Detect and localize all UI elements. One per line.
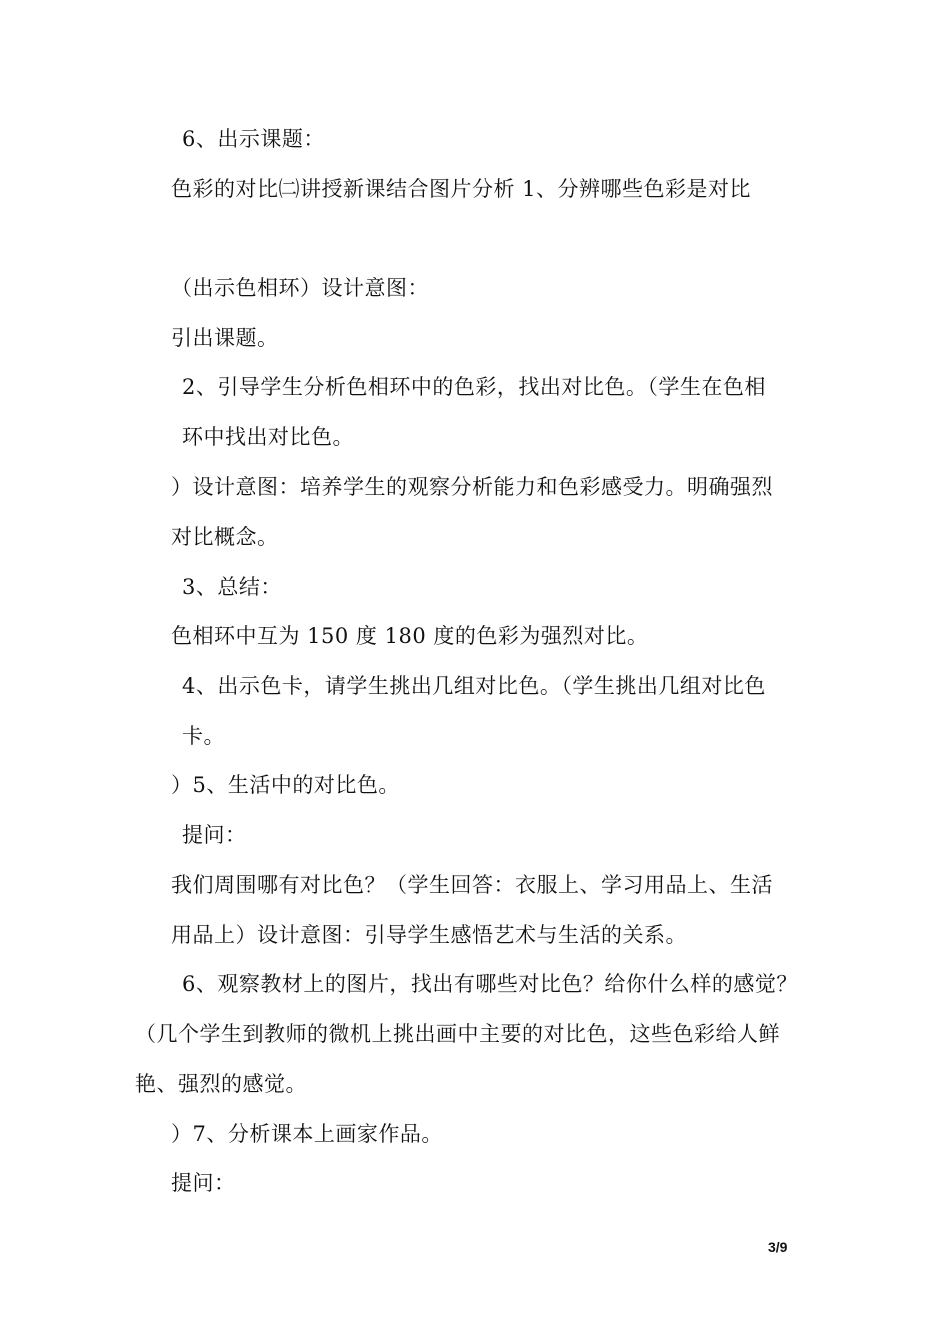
text-line: 4、出示色卡，请学生挑出几组对比色。（学生挑出几组对比色 xyxy=(182,674,766,698)
text-line: 提问： xyxy=(171,1171,236,1195)
text-line: ）5、生活中的对比色。 xyxy=(171,773,400,797)
text-line: 色相环中互为 150 度 180 度的色彩为强烈对比。 xyxy=(171,624,649,648)
text-line: 提问： xyxy=(182,823,247,847)
text-line: 6、出示课题： xyxy=(182,127,325,151)
text-line: ）设计意图：培养学生的观察分析能力和色彩感受力。明确强烈 xyxy=(171,475,773,499)
text-line: 对比概念。 xyxy=(171,525,279,549)
text-line: 艳、强烈的感觉。 xyxy=(135,1072,307,1096)
text-line: 环中找出对比色。 xyxy=(182,425,354,449)
page-number: 3/9 xyxy=(768,1239,788,1255)
text-line: （出示色相环）设计意图： xyxy=(171,276,429,300)
text-line: 3、总结： xyxy=(182,575,282,599)
text-line: 卡。 xyxy=(182,724,225,748)
text-line: ）7、分析课本上画家作品。 xyxy=(171,1122,443,1146)
text-line: 色彩的对比㈡讲授新课结合图片分析 1、分辨哪些色彩是对比 xyxy=(171,177,752,201)
text-line: 用品上）设计意图：引导学生感悟艺术与生活的关系。 xyxy=(171,923,687,947)
text-line: 6、观察教材上的图片，找出有哪些对比色？给你什么样的感觉？ xyxy=(182,972,798,996)
text-line: 引出课题。 xyxy=(171,326,279,350)
text-line: 2、引导学生分析色相环中的色彩，找出对比色。（学生在色相 xyxy=(182,375,766,399)
text-line: （几个学生到教师的微机上挑出画中主要的对比色，这些色彩给人鲜 xyxy=(135,1022,780,1046)
text-line: 我们周围哪有对比色？（学生回答：衣服上、学习用品上、生活 xyxy=(171,873,773,897)
